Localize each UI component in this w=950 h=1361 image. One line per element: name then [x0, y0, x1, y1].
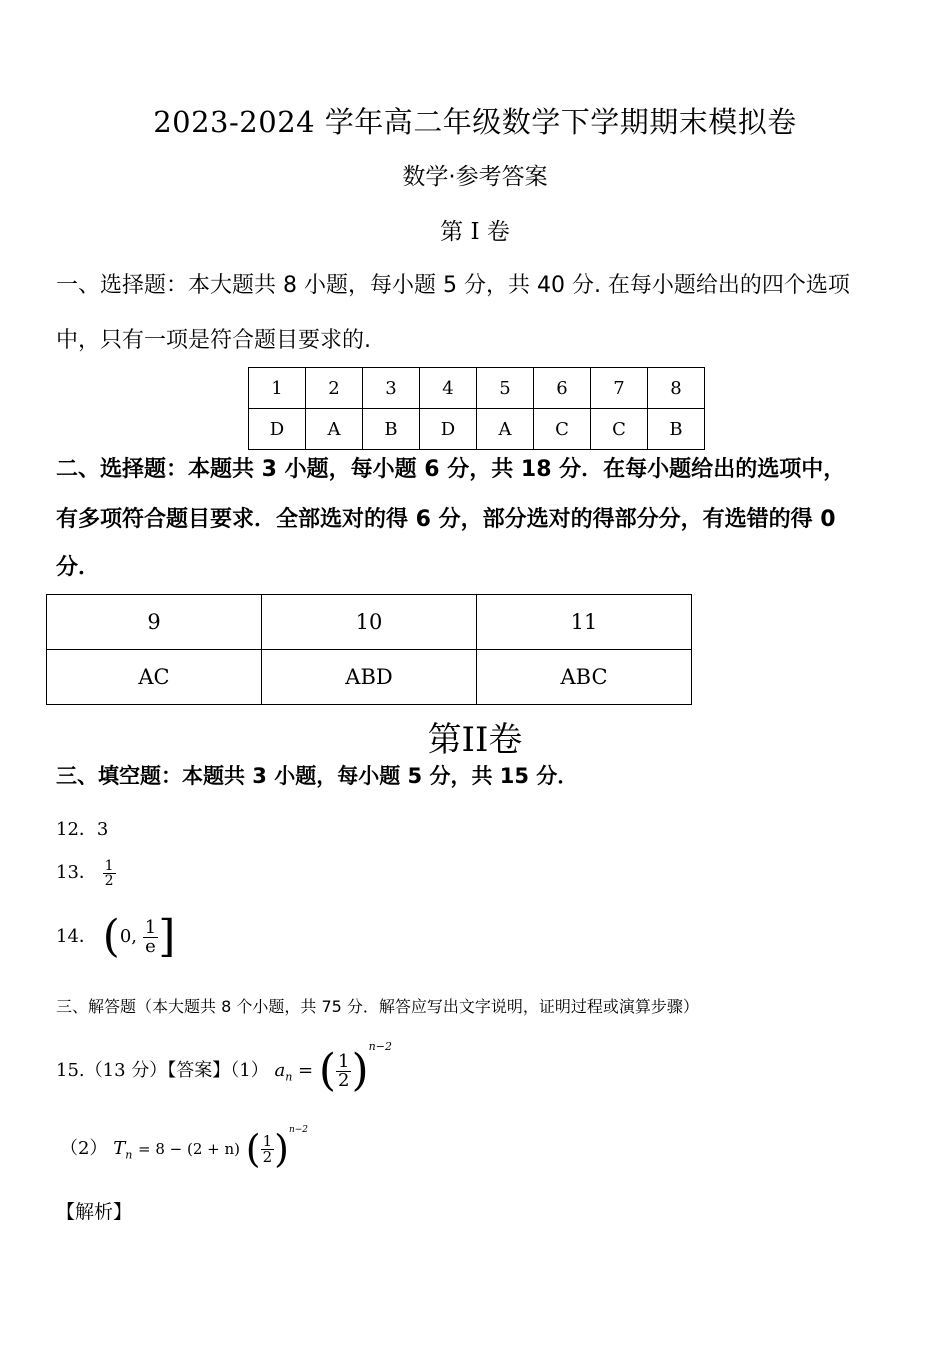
denominator: 2	[104, 872, 114, 889]
left-paren: (	[102, 911, 120, 962]
answer-cell: A	[477, 409, 534, 450]
answer-cell: AC	[47, 650, 262, 705]
right-paren-icon: )	[351, 1045, 369, 1096]
question-label: 14．	[56, 926, 97, 947]
page-title: 2023-2024 学年高二年级数学下学期期末模拟卷	[153, 105, 797, 139]
answer-14	[56, 911, 176, 962]
right-paren-icon: )	[274, 1127, 289, 1171]
question-number: 4	[420, 368, 477, 409]
numerator: 1	[262, 1131, 273, 1150]
analysis-label: 【解析】	[56, 1201, 133, 1223]
question-label: 15.（13 分）【答案】（1）	[56, 1060, 269, 1081]
section4-heading: 三、解答题（本大题共 8 个小题，共 75 分．解答应写出文字说明，证明过程或演算步骤）	[56, 997, 699, 1016]
answer-cell: A	[306, 409, 363, 450]
answer-15-part2	[60, 1125, 309, 1171]
answer-15-part1	[56, 1040, 392, 1096]
question-number: 1	[249, 368, 306, 409]
answer-cell: ABC	[477, 650, 692, 705]
denominator: 2	[338, 1069, 350, 1091]
question-label: 13．	[56, 862, 97, 883]
volume-1-heading: 第 I 卷	[440, 219, 510, 245]
left-paren-icon: (	[245, 1127, 261, 1171]
part-label: （2）	[60, 1138, 108, 1159]
question-number: 10	[262, 595, 477, 650]
table-row	[47, 650, 692, 705]
answer-cell: B	[648, 409, 705, 450]
section2-line1: 二、选择题：本题共 3 小题，每小题 6 分，共 18 分．在每小题给出的选项中，	[56, 457, 846, 482]
question-number: 2	[306, 368, 363, 409]
table-row	[47, 595, 692, 650]
question-number: 6	[534, 368, 591, 409]
section2-line3: 分．	[56, 555, 101, 580]
volume-2-heading: 第II卷	[427, 720, 523, 760]
numerator: 1	[104, 857, 114, 874]
question-label: 12．	[56, 819, 97, 840]
sum-term: T	[113, 1138, 126, 1159]
section1-line2: 中，只有一项是符合题目要求的.	[56, 328, 371, 353]
page-subtitle: 数学·参考答案	[402, 164, 548, 190]
section3-heading: 三、填空题：本题共 3 小题，每小题 5 分，共 15 分．	[56, 764, 579, 788]
equals: =	[298, 1060, 314, 1081]
fraction	[143, 916, 158, 957]
interval-start: 0,	[119, 926, 137, 947]
answer-value: 3	[96, 819, 109, 840]
answer-13	[56, 858, 116, 888]
answer-cell: ABD	[262, 650, 477, 705]
answer-cell: D	[249, 409, 306, 450]
answer-12	[56, 815, 108, 841]
question-number: 5	[477, 368, 534, 409]
sequence-term: a	[274, 1060, 286, 1081]
question-number: 7	[591, 368, 648, 409]
numerator: 1	[338, 1050, 350, 1072]
numerator: 1	[144, 916, 157, 938]
multi-choice-answer-table	[46, 594, 692, 705]
fraction	[103, 859, 116, 888]
fraction	[336, 1050, 351, 1091]
question-number: 8	[648, 368, 705, 409]
table-row	[249, 409, 705, 450]
right-bracket: ]	[158, 911, 176, 962]
exponent: n−2	[288, 1125, 309, 1135]
denominator: e	[145, 935, 156, 957]
table-row	[249, 368, 705, 409]
question-number: 3	[363, 368, 420, 409]
left-paren-icon: (	[318, 1045, 337, 1096]
question-number: 11	[477, 595, 692, 650]
denominator: 2	[262, 1147, 273, 1166]
subscript: n	[125, 1148, 133, 1162]
answer-cell: C	[534, 409, 591, 450]
answer-cell: C	[591, 409, 648, 450]
answer-cell: D	[420, 409, 477, 450]
fraction	[261, 1131, 275, 1166]
subscript: n	[285, 1070, 293, 1084]
answer-cell: B	[363, 409, 420, 450]
single-choice-answer-table	[248, 367, 705, 450]
expression: = 8 − (2 + n)	[138, 1140, 241, 1158]
section2-line2: 有多项符合题目要求．全部选对的得 6 分，部分选对的得部分分，有选错的得 0	[56, 507, 836, 532]
question-number: 9	[47, 595, 262, 650]
exponent: n−2	[368, 1040, 392, 1053]
section1-line1: 一、选择题：本大题共 8 小题，每小题 5 分，共 40 分. 在每小题给出的四个选项	[56, 273, 850, 298]
